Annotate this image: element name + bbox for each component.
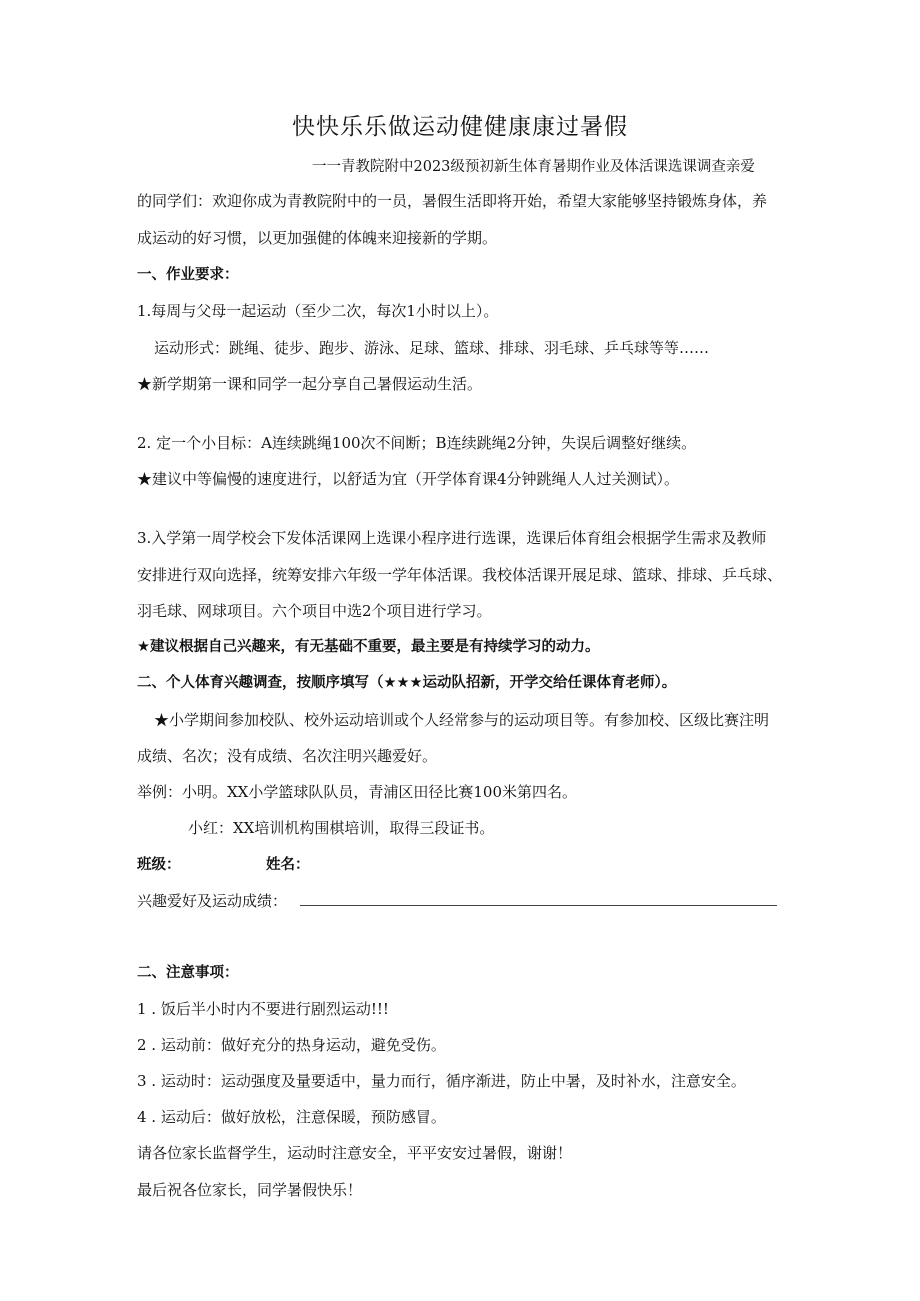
- page-title: 快快乐乐做运动健健康康过暑假: [292, 114, 628, 140]
- notice-item-4: 4 . 运动后：做好放松，注意保暖，预防感冒。: [137, 1108, 446, 1126]
- notice-item-1: 1 . 饭后半小时内不要进行剧烈运动!!!: [137, 1000, 389, 1018]
- subtitle-line: 一一青教院附中2023级预初新生体育暑期作业及体活课选课调查亲爱: [312, 159, 755, 175]
- section1-item3-line-1: 3.入学第一周学校会下发体活课网上选课小程序进行选课，选课后体育组会根据学生需求及教师: [137, 529, 767, 547]
- notice-item-2: 2 . 运动前：做好充分的热身运动，避免受伤。: [137, 1036, 446, 1054]
- section2-heading: 二、个人体育兴趣调查，按顺序填写（★★★运动队招新，开学交给任课体育老师）。: [137, 675, 677, 691]
- section3-heading: 二、注意事项：: [137, 965, 239, 981]
- section2-example-1: 举例：小明。XX小学篮球队队员，青浦区田径比赛100米第四名。: [137, 783, 577, 801]
- closing-line-1: 请各位家长监督学生，运动时注意安全，平平安安过暑假，谢谢！: [137, 1144, 573, 1162]
- intro-line-2: 成运动的好习惯，以更加强健的体魄来迎接新的学期。: [137, 229, 498, 247]
- section1-item2-note: ★建议中等偏慢的速度进行，以舒适为宜（开学体育课4分钟跳绳人人过关测试）。: [137, 470, 680, 488]
- section1-item3-line-3: 羽毛球、网球项目。六个项目中选2个项目进行学习。: [137, 602, 492, 620]
- notice-item-3: 3 . 运动时：运动强度及量要适中，量力而行，循序渐进，防止中暑，及时补水，注意安全。: [137, 1072, 746, 1090]
- closing-line-2: 最后祝各位家长，同学暑假快乐！: [137, 1181, 363, 1199]
- section2-desc-line-2: 成绩、名次；没有成绩、名次注明兴趣爱好。: [137, 747, 438, 765]
- name-label: 姓名：: [266, 857, 310, 873]
- section2-desc-line-1: ★小学期间参加校队、校外运动培训或个人经常参与的运动项目等。有参加校、区级比赛注明: [154, 711, 770, 729]
- section2-example-2: 小红：XX培训机构围棋培训，取得三段证书。: [188, 819, 495, 837]
- section1-item3-note: ★建议根据自己兴趣来，有无基础不重要，最主要是有持续学习的动力。: [137, 639, 600, 655]
- section1-item1-note: ★新学期第一课和同学一起分享自己暑假运动生活。: [137, 375, 483, 393]
- section1-item1-forms: 运动形式：跳绳、徒步、跑步、游泳、足球、篮球、排球、羽毛球、乒乓球等等……: [154, 339, 710, 357]
- section1-heading: 一、作业要求：: [137, 267, 239, 283]
- hobby-input-line[interactable]: [300, 905, 777, 906]
- section1-item2: 2. 定一个小目标：A连续跳绳100次不间断；B连续跳绳2分钟，失误后调整好继续。: [137, 434, 697, 452]
- intro-line-1: 的同学们：欢迎你成为青教院附中的一员，暑假生活即将开始，希望大家能够坚持锻炼身体，养: [137, 192, 768, 210]
- class-label: 班级：: [137, 857, 181, 873]
- section1-item3-line-2: 安排进行双向选择，统筹安排六年级一学年体活课。我校体活课开展足球、篮球、排球、乒乓球、: [137, 566, 783, 584]
- hobby-label: 兴趣爱好及运动成绩：: [137, 892, 288, 910]
- section1-item1: 1.每周与父母一起运动（至少二次，每次1小时以上）。: [137, 302, 499, 320]
